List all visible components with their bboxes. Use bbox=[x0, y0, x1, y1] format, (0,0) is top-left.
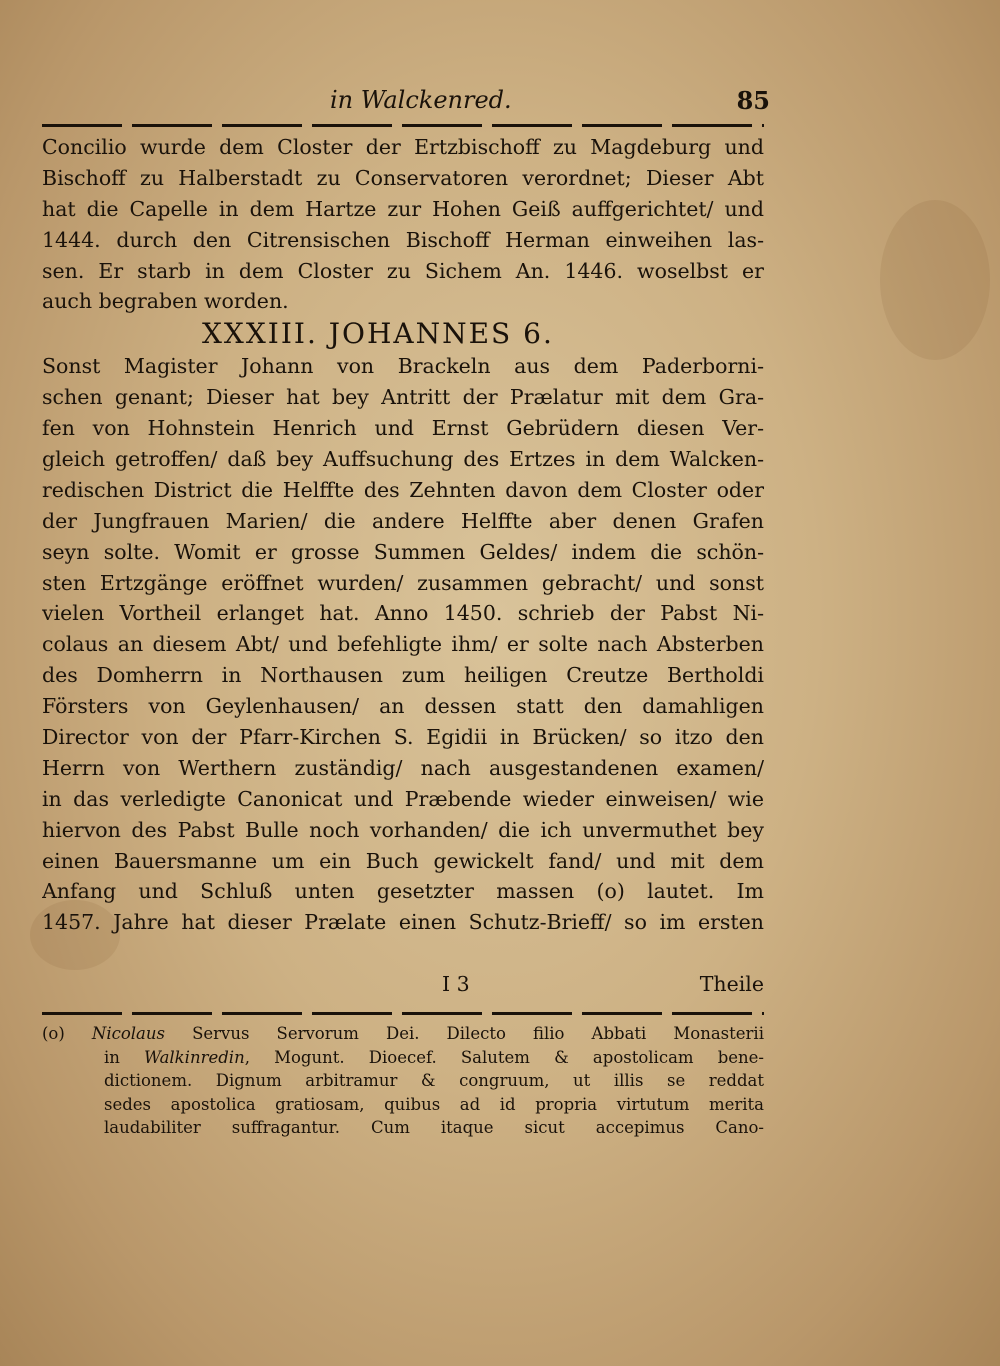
text-line: einen Bauersmanne um ein Buch gewickelt fand/ und mit dem bbox=[42, 848, 764, 873]
text-line: redischen District die Helffte des Zehnten davon dem Closter oder bbox=[42, 477, 764, 502]
footnote-line bbox=[42, 1046, 764, 1070]
text-line: sten Ertzgänge eröffnet wurden/ zusammen gebracht/ und sonst bbox=[42, 570, 764, 595]
text-line: Herrn von Werthern zuständig/ nach ausgestandenen examen/ bbox=[42, 755, 764, 780]
header-rule bbox=[42, 124, 764, 127]
footnote-text: , Mogunt. Dioecef. Salutem & apostolicam bene- bbox=[244, 1047, 764, 1067]
footnote-rule bbox=[42, 1012, 764, 1015]
catchword: Theile bbox=[699, 972, 764, 996]
page-number: 85 bbox=[736, 86, 770, 115]
text-line: vielen Vortheil erlanget hat. Anno 1450. schrieb der Pabst Ni- bbox=[42, 601, 764, 626]
text-line: 1444. durch den Citrensischen Bischoff Herman einweihen las- bbox=[42, 227, 764, 252]
paper-stain bbox=[880, 200, 990, 360]
text-line: in das verledigte Canonicat und Præbende wieder einweisen/ wie bbox=[42, 786, 764, 811]
text-line: Director von der Pfarr-Kirchen S. Egidii in Brücken/ so itzo den bbox=[42, 725, 764, 750]
footnote-name: Nicolaus bbox=[91, 1024, 165, 1043]
text-line: Försters von Geylenhausen/ an dessen statt den damahligen bbox=[42, 694, 764, 719]
text-line: Concilio wurde dem Closter der Ertzbischoff zu Magdeburg und bbox=[42, 135, 764, 159]
running-head: in Walckenred. bbox=[330, 86, 512, 114]
text-line: der Jungfrauen Marien/ die andere Helffte aber denen Grafen bbox=[42, 508, 764, 533]
text-line: Bischoff zu Halberstadt zu Conservatoren verordnet; Dieser Abt bbox=[42, 165, 764, 190]
footnote-line: sedes apostolica gratiosam, quibus ad id propria virtutum merita bbox=[104, 1094, 764, 1114]
footnote bbox=[42, 1022, 764, 1140]
footnote-text: in bbox=[104, 1047, 120, 1067]
text-line: auch begraben worden. bbox=[42, 289, 289, 314]
footnote-line: dictionem. Dignum arbitramur & congruum, ut illis se reddat bbox=[104, 1071, 764, 1090]
catchword-line bbox=[42, 972, 764, 1002]
text-line: hat die Capelle in dem Hartze zur Hohen Geiß auffgerichtet/ und bbox=[42, 196, 764, 221]
text-line: fen von Hohnstein Henrich und Ernst Gebrüdern diesen Ver- bbox=[42, 416, 764, 441]
text-line: des Domherrn in Northausen zum heiligen Creutze Bertholdi bbox=[42, 663, 764, 688]
text-line: colaus an diesem Abt/ und befehligte ihm/ er solte nach Absterben bbox=[42, 632, 764, 657]
text-line: 1457. Jahre hat dieser Prælate einen Schutz-Brieff/ so im ersten bbox=[42, 910, 764, 935]
footnote-place: Walkinredin bbox=[144, 1047, 245, 1067]
text-line: Anfang und Schluß unten gesetzter massen (o) lautet. Im bbox=[42, 879, 764, 904]
main-text bbox=[42, 132, 764, 938]
signature-mark: I 3 bbox=[442, 972, 470, 996]
page-header bbox=[60, 86, 770, 122]
text-line: sen. Er starb in dem Closter zu Sichem An. 1446. woselbst er bbox=[42, 258, 764, 283]
footnote-line bbox=[42, 1022, 764, 1046]
section-heading: XXXIII. JOHANNES 6. bbox=[202, 317, 554, 351]
footnote-line: laudabiliter suffragantur. Cum itaque sicut accepimus Cano- bbox=[104, 1118, 764, 1137]
text-line: Sonst Magister Johann von Brackeln aus dem Paderborni- bbox=[42, 354, 764, 379]
text-line: schen genant; Dieser hat bey Antritt der Prælatur mit dem Gra- bbox=[42, 385, 764, 410]
footnote-marker: (o) bbox=[42, 1024, 65, 1043]
footnote-text: Servus Servorum Dei. Dilecto filio Abbati Monasterii bbox=[192, 1024, 764, 1043]
text-line: seyn solte. Womit er grosse Summen Geldes/ indem die schön- bbox=[42, 539, 764, 564]
text-line: hiervon des Pabst Bulle noch vorhanden/ die ich unvermuthet bey bbox=[42, 817, 764, 842]
text-line: gleich getroffen/ daß bey Auffsuchung des Ertzes in dem Walcken- bbox=[42, 447, 764, 472]
